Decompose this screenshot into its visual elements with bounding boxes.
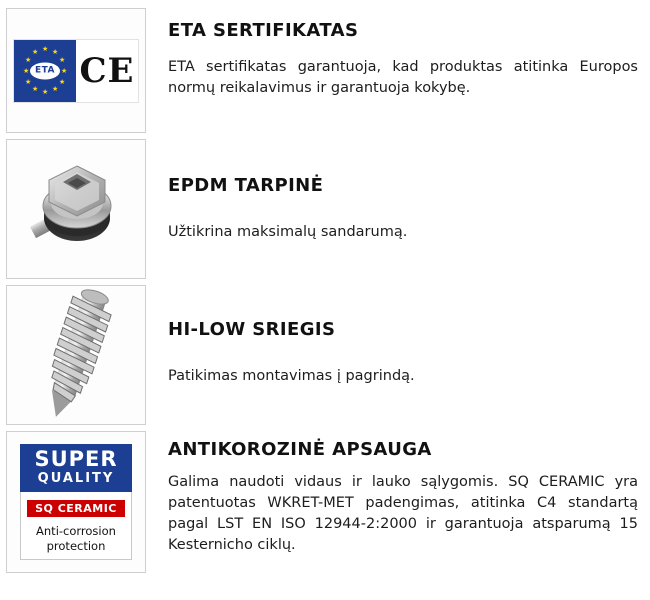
eu-stars-icon: ★ ★ ★ ★ ★ ★ ★ ★ ★ ★ ★ ★ <box>23 44 68 96</box>
sq-super-text: SUPER <box>34 447 118 472</box>
feature-title: ETA SERTIFIKATAS <box>168 20 359 41</box>
sq-label-header <box>20 444 132 492</box>
super-quality-sq-ceramic-label <box>6 431 146 573</box>
anticorrosion-caption <box>21 517 131 553</box>
feature-body: Galima naudoti vidaus ir lauko sąlygomis. SQ CERAMIC yra patentuotas WKRET-MET padengimas, atitinka C4 standartą pagal LST EN ISO 12944-2:2000 ir garantuoja atsparumą 15 Kesternicho ciklų. <box>168 474 638 554</box>
sq-ceramic-row <box>20 492 132 560</box>
feature-body: ETA sertifikatas garantuoja, kad produktas atitinka Europos normų reikalavimus ir garantuoja kokybę. <box>168 59 638 97</box>
feature-title: HI-LOW SRIEGIS <box>168 319 336 340</box>
eta-label: ETA <box>30 62 60 79</box>
feature-item-hilow <box>6 285 644 425</box>
feature-text-epdm <box>146 139 644 243</box>
sq-ceramic-badge: SQ CERAMIC <box>27 500 125 517</box>
feature-item-anticorrosion <box>6 431 644 573</box>
sq-label-card <box>20 444 132 560</box>
feature-item-eta <box>6 8 644 133</box>
feature-body: Užtikrina maksimalų sandarumą. <box>168 224 408 240</box>
ce-badge <box>13 39 139 103</box>
ce-eta-certificate-mark-icon <box>6 8 146 133</box>
feature-title: ANTIKOROZINĖ APSAUGA <box>168 439 432 460</box>
feature-text-eta <box>146 8 644 99</box>
hi-low-thread-illustration <box>7 286 145 424</box>
eu-flag-panel <box>14 40 76 102</box>
feature-body: Patikimas montavimas į pagrindą. <box>168 368 415 384</box>
feature-text-hilow <box>146 285 644 387</box>
anticorrosion-line-1: Anti-corrosion <box>36 524 116 539</box>
screw-with-epdm-washer-photo <box>6 139 146 279</box>
ce-mark-label: CE <box>76 40 138 102</box>
feature-item-epdm <box>6 139 644 279</box>
sq-quality-text: QUALITY <box>37 471 115 487</box>
anticorrosion-line-2: protection <box>46 538 106 553</box>
feature-text-anticorrosion <box>146 431 644 556</box>
screw-washer-illustration <box>7 140 145 278</box>
hi-low-thread-screw-photo <box>6 285 146 425</box>
feature-title: EPDM TARPINĖ <box>168 175 324 196</box>
